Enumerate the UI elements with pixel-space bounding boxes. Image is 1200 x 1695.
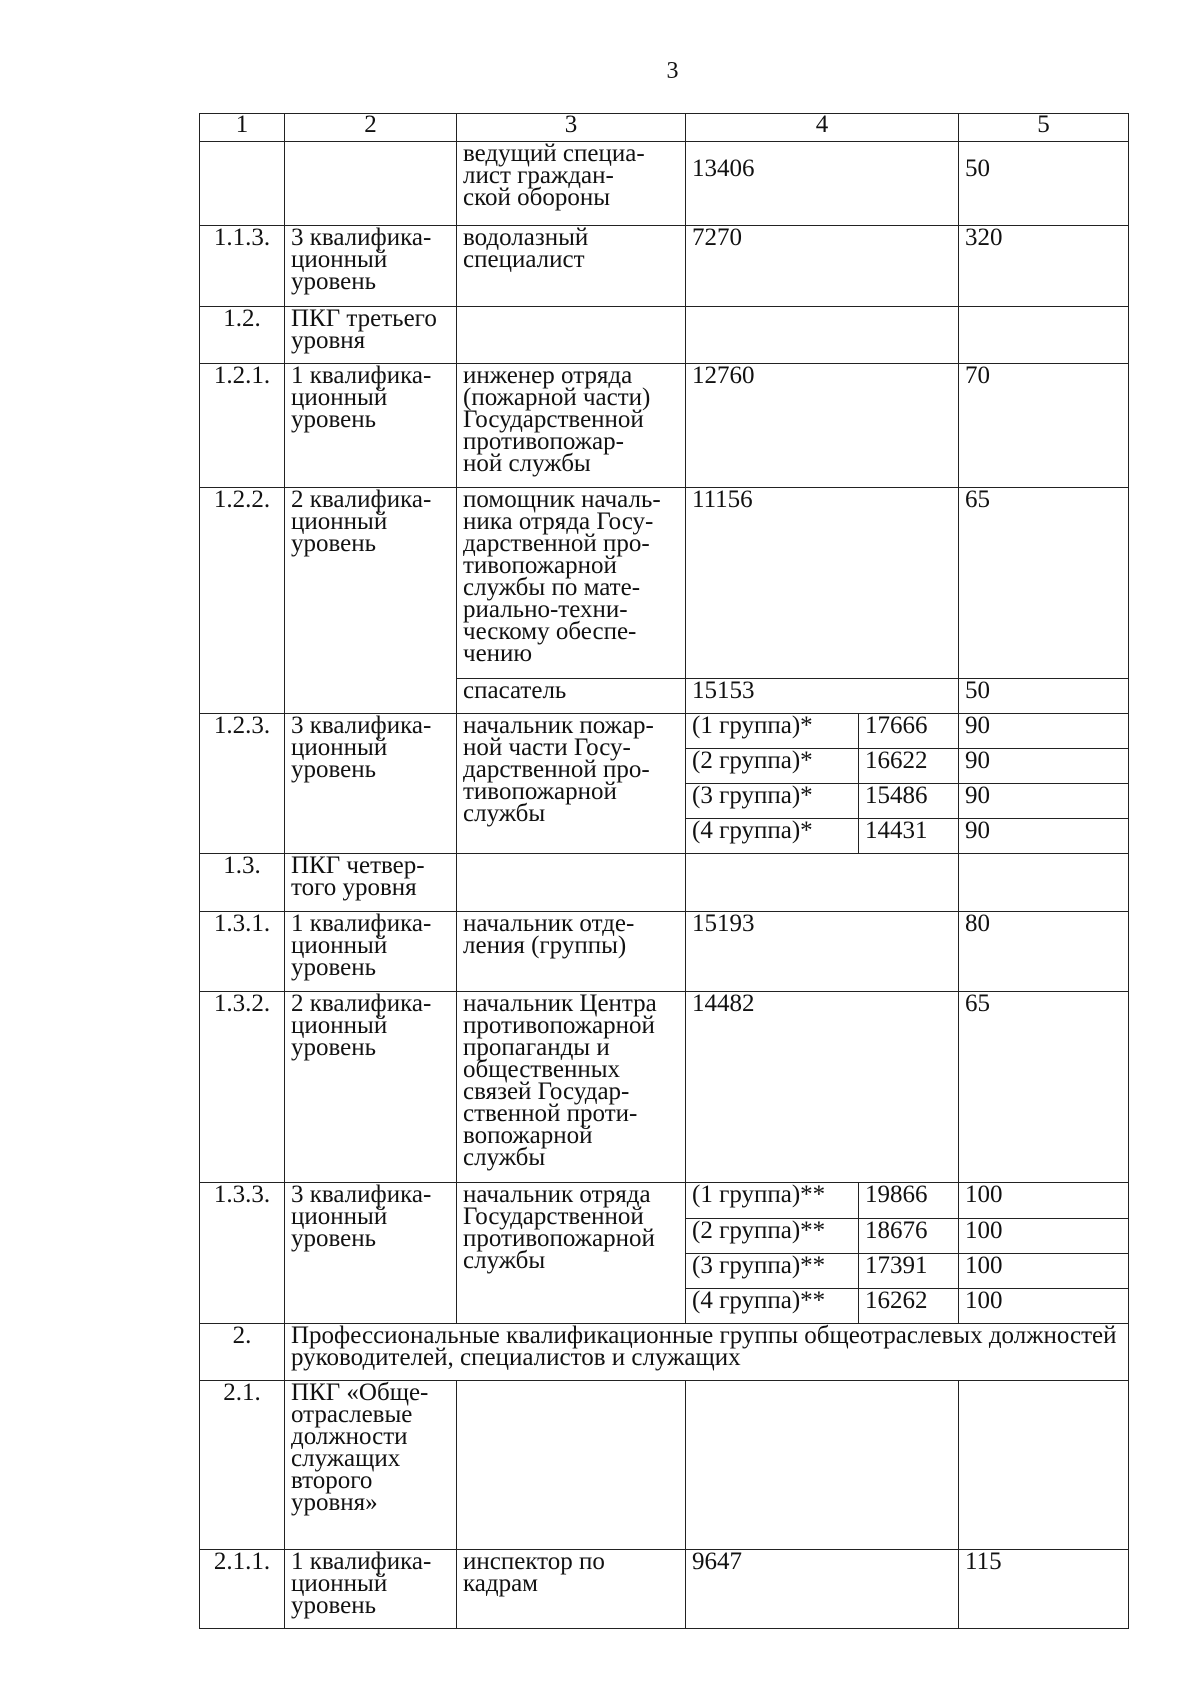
position-name: начальник отряда Государственной противопожарной службы: [457, 1183, 686, 1323]
group-label: (1 группа)**: [686, 1183, 859, 1218]
group-name: ПКГ четвер- того уровня: [285, 854, 457, 911]
salary-value: 13406: [686, 142, 959, 226]
salary-value: 18676: [859, 1218, 959, 1253]
position-name: водолазный специалист: [457, 226, 686, 306]
salary-value: 15486: [859, 784, 959, 819]
coefficient-value: 100: [959, 1288, 1129, 1323]
group-label: (4 группа)**: [686, 1288, 859, 1323]
salary-value: 7270: [686, 226, 959, 306]
coefficient-value: [959, 306, 1129, 363]
coefficient-value: 100: [959, 1218, 1129, 1253]
coefficient-value: 90: [959, 713, 1129, 748]
table-row: [200, 363, 1129, 487]
qualification-level: 3 квалифика- ционный уровень: [285, 713, 457, 853]
salary-value: 12760: [686, 363, 959, 487]
coefficient-value: 320: [959, 226, 1129, 306]
table-row: [200, 911, 1129, 991]
coefficient-value: [959, 854, 1129, 911]
qualification-level: 1 квалифика- ционный уровень: [285, 1549, 457, 1628]
salary-value: 15153: [686, 678, 959, 713]
group-label: (1 группа)*: [686, 713, 859, 748]
group-name: ПКГ третьего уровня: [285, 306, 457, 363]
salary-value: 11156: [686, 488, 959, 679]
group-label: (3 группа)**: [686, 1253, 859, 1288]
salary-value: [686, 306, 959, 363]
table-row: [200, 306, 1129, 363]
position-name: [457, 1381, 686, 1550]
row-number: 1.2.2.: [200, 488, 285, 714]
row-number: 1.1.3.: [200, 226, 285, 306]
row-number: 1.3.1.: [200, 911, 285, 991]
salary-value: 19866: [859, 1183, 959, 1218]
salary-value: 16622: [859, 749, 959, 784]
table-row: [200, 854, 1129, 911]
position-name: начальник Центра противопожарной пропаганды и общественных связей Государ- ственной проти- вопожарной службы: [457, 991, 686, 1183]
table-row: [200, 1549, 1129, 1628]
group-label: (4 группа)*: [686, 819, 859, 854]
row-number: [200, 142, 285, 226]
coefficient-value: 65: [959, 991, 1129, 1183]
position-name: инспектор по кадрам: [457, 1549, 686, 1628]
coefficient-value: 100: [959, 1253, 1129, 1288]
position-name: начальник пожар- ной части Госу- дарственной про- тивопожарной службы: [457, 713, 686, 853]
salary-value: 17666: [859, 713, 959, 748]
position-name: помощник началь- ника отряда Госу- дарственной про- тивопожарной службы по мате- риально-техни- ческому обеспе- чению: [457, 488, 686, 679]
section-title: Профессиональные квалификационные группы общеотраслевых должностей руководителей, специалистов и служащих: [285, 1323, 1129, 1380]
position-name: ведущий специа- лист граждан- ской обороны: [457, 142, 686, 226]
salary-value: 16262: [859, 1288, 959, 1323]
header-cell-3: 3: [457, 114, 686, 142]
qualification-level: 3 квалифика- ционный уровень: [285, 1183, 457, 1323]
table-row: [200, 142, 1129, 226]
header-row: [200, 114, 1129, 142]
row-number: 1.2.1.: [200, 363, 285, 487]
row-number: 1.3.2.: [200, 991, 285, 1183]
qualification-level: 1 квалифика- ционный уровень: [285, 911, 457, 991]
position-name: [457, 854, 686, 911]
table-row: [200, 1183, 1129, 1218]
row-number: 2.1.1.: [200, 1549, 285, 1628]
table-row: [200, 488, 1129, 679]
header-cell-2: 2: [285, 114, 457, 142]
table-row: [200, 1323, 1129, 1380]
coefficient-value: 115: [959, 1549, 1129, 1628]
group-label: (2 группа)**: [686, 1218, 859, 1253]
group-label: (3 группа)*: [686, 784, 859, 819]
position-name: инженер отряда (пожарной части) Государственной противопожар- ной службы: [457, 363, 686, 487]
row-number: 1.2.: [200, 306, 285, 363]
header-cell-1: 1: [200, 114, 285, 142]
group-label: (2 группа)*: [686, 749, 859, 784]
salary-value: 14431: [859, 819, 959, 854]
coefficient-value: 100: [959, 1183, 1129, 1218]
position-name: начальник отде- ления (группы): [457, 911, 686, 991]
qualification-level: 1 квалифика- ционный уровень: [285, 363, 457, 487]
table-row: [200, 991, 1129, 1183]
coefficient-value: [959, 1381, 1129, 1550]
row-number: 1.2.3.: [200, 713, 285, 853]
coefficient-value: 90: [959, 784, 1129, 819]
page-number: 3: [666, 58, 679, 84]
table-row: [200, 713, 1129, 748]
coefficient-value: 65: [959, 488, 1129, 679]
coefficient-value: 90: [959, 749, 1129, 784]
table-row: [200, 226, 1129, 306]
coefficient-value: 70: [959, 363, 1129, 487]
coefficient-value: 50: [959, 142, 1129, 226]
header-cell-4: 4: [686, 114, 959, 142]
header-cell-5: 5: [959, 114, 1129, 142]
position-name: [457, 306, 686, 363]
group-name: ПКГ «Обще- отраслевые должности служащих второго уровня»: [285, 1381, 457, 1550]
row-number: 1.3.3.: [200, 1183, 285, 1323]
row-number: 2.1.: [200, 1381, 285, 1550]
tariff-table: [199, 113, 1129, 1629]
coefficient-value: 80: [959, 911, 1129, 991]
salary-value: [686, 854, 959, 911]
salary-value: 17391: [859, 1253, 959, 1288]
position-name: спасатель: [457, 678, 686, 713]
salary-value: 9647: [686, 1549, 959, 1628]
row-number: 1.3.: [200, 854, 285, 911]
qualification-level: 2 квалифика- ционный уровень: [285, 991, 457, 1183]
coefficient-value: 90: [959, 819, 1129, 854]
qualification-level: 2 квалифика- ционный уровень: [285, 488, 457, 714]
row-number: 2.: [200, 1323, 285, 1380]
qualification-level: 3 квалифика- ционный уровень: [285, 226, 457, 306]
salary-value: [686, 1381, 959, 1550]
salary-value: 15193: [686, 911, 959, 991]
salary-value: 14482: [686, 991, 959, 1183]
coefficient-value: 50: [959, 678, 1129, 713]
table-row: [200, 1381, 1129, 1550]
qualification-level: [285, 142, 457, 226]
